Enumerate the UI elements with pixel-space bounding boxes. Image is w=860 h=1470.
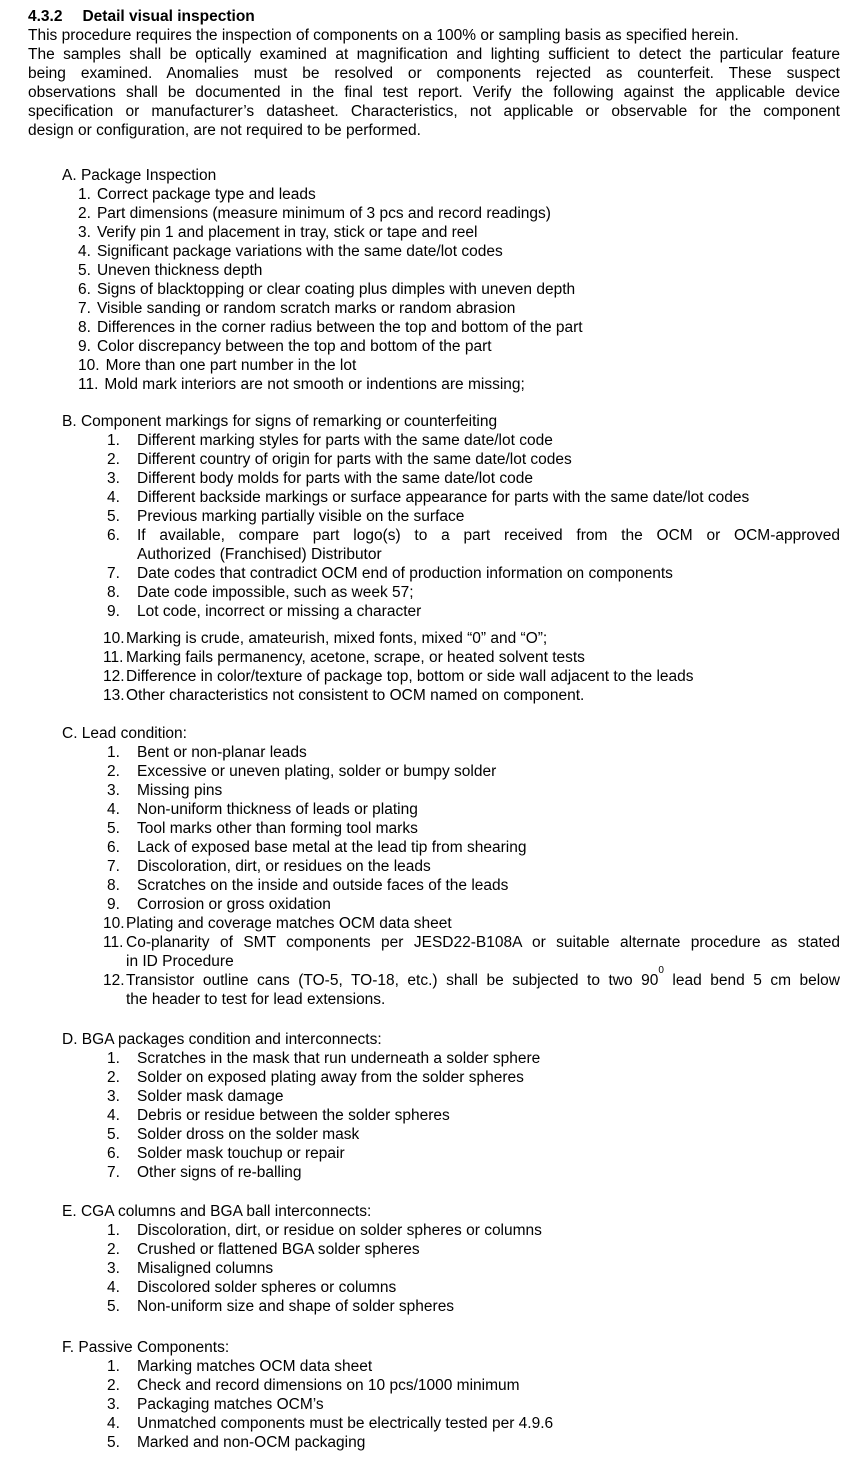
list-item	[28, 964, 840, 1009]
item-text: Previous marking partially visible on the surface	[137, 508, 465, 525]
list-item	[78, 280, 840, 299]
item-line: the header to test for lead extensions.	[126, 991, 386, 1008]
list-item	[78, 223, 840, 242]
item-text: Marked and non-OCM packaging	[137, 1434, 366, 1451]
item-text: Unmatched components must be electrically tested per 4.9.6	[137, 1415, 554, 1432]
list-item	[28, 667, 840, 686]
item-text: Solder dross on the solder mask	[137, 1126, 360, 1143]
item-number: 1.	[107, 432, 120, 449]
item-number: 5.	[107, 1126, 120, 1143]
item-number: 2.	[107, 1241, 120, 1258]
intro-line: This procedure requires the inspection of components on a 100% or sampling basis as specified herein.	[28, 27, 739, 44]
item-number: 6.	[107, 839, 120, 856]
list-item	[28, 1163, 840, 1182]
item-line: Co-planarity of SMT components per JESD22-B108A or suitable alternate procedure as stated	[126, 934, 840, 951]
item-text: Excessive or uneven plating, solder or bumpy solder	[137, 763, 497, 780]
item-number: 4.	[107, 489, 120, 506]
item-number: 2.	[78, 205, 91, 222]
item-number: 3.	[107, 1396, 120, 1413]
list-item	[28, 838, 840, 857]
item-number: 1.	[107, 1050, 120, 1067]
item-number: 4.	[107, 1279, 120, 1296]
item-number: 2.	[107, 1069, 120, 1086]
section-title	[28, 7, 840, 26]
list-item	[78, 337, 840, 356]
list-item	[28, 1106, 840, 1125]
item-text	[126, 964, 840, 1009]
item-number: 4.	[107, 801, 120, 818]
section-b	[28, 412, 840, 705]
item-number: 12.	[103, 668, 125, 685]
list-item	[28, 1433, 840, 1452]
list-item	[28, 488, 840, 507]
item-text: Bent or non-planar leads	[137, 744, 307, 761]
intro-line: observations shall be documented in the final test report. Verify the following against the applicable device	[28, 84, 840, 101]
item-text: Date codes that contradict OCM end of production information on components	[137, 565, 673, 582]
item-text: Signs of blacktopping or clear coating plus dimples with uneven depth	[96, 281, 576, 298]
item-number: 6.	[107, 527, 120, 544]
list-item	[78, 242, 840, 261]
list-item	[28, 1297, 840, 1316]
list-item	[28, 876, 840, 895]
item-number: 5.	[107, 1298, 120, 1315]
item-text: Check and record dimensions on 10 pcs/1000 minimum	[137, 1377, 520, 1394]
section-heading: D. BGA packages condition and interconnects:	[62, 1031, 382, 1048]
intro-line: The samples shall be optically examined at magnification and lighting sufficient to detect the particular feature	[28, 46, 840, 63]
list-item	[28, 1125, 840, 1144]
list-item	[28, 1357, 840, 1376]
section-heading: F. Passive Components:	[62, 1339, 230, 1356]
list-item	[28, 762, 840, 781]
item-text	[126, 933, 840, 971]
item-number: 3.	[107, 1088, 120, 1105]
item-text	[137, 526, 840, 564]
item-number: 13.	[103, 687, 125, 704]
list-item	[28, 819, 840, 838]
item-text: Different backside markings or surface appearance for parts with the same date/lot codes	[137, 489, 750, 506]
item-number: 9.	[107, 603, 120, 620]
list-item	[28, 469, 840, 488]
list-item	[28, 564, 840, 583]
item-number: 8.	[107, 584, 120, 601]
list-item	[28, 1049, 840, 1068]
inspection-sections	[28, 166, 840, 1452]
item-text: Mold mark interiors are not smooth or indentions are missing;	[104, 376, 525, 393]
list-item	[28, 1259, 840, 1278]
intro-paragraph	[28, 26, 840, 140]
item-text: Other characteristics not consistent to OCM named on component.	[126, 687, 585, 704]
item-number: 4.	[107, 1107, 120, 1124]
item-text: Marking is crude, amateurish, mixed fonts, mixed “0” and “O”;	[126, 630, 548, 647]
item-number: 8.	[78, 319, 91, 336]
item-text: Color discrepancy between the top and bottom of the part	[96, 338, 492, 355]
section-number: 4.3.2	[28, 8, 63, 25]
list-item	[28, 895, 840, 914]
item-number: 1.	[78, 186, 91, 203]
item-text: Tool marks other than forming tool marks	[137, 820, 418, 837]
intro-line: design or configuration, are not required to be performed.	[28, 122, 421, 139]
item-number: 5.	[78, 262, 91, 279]
list-item	[78, 375, 840, 394]
list-item	[78, 204, 840, 223]
list-item	[78, 261, 840, 280]
item-number: 3.	[107, 470, 120, 487]
list-item	[28, 686, 840, 705]
list-item	[28, 507, 840, 526]
item-number: 6.	[107, 1145, 120, 1162]
item-number: 12.	[103, 972, 125, 989]
item-number: 7.	[78, 300, 91, 317]
item-text: Discolored solder spheres or columns	[137, 1279, 397, 1296]
item-number: 3.	[107, 1260, 120, 1277]
item-text: Non-uniform size and shape of solder spheres	[137, 1298, 455, 1315]
item-text: Scratches in the mask that run underneath a solder sphere	[137, 1050, 541, 1067]
list-item	[28, 1376, 840, 1395]
item-text: Solder on exposed plating away from the solder spheres	[137, 1069, 524, 1086]
section-title-text: Detail visual inspection	[82, 8, 255, 25]
item-number: 11.	[103, 649, 124, 666]
list-item	[28, 1221, 840, 1240]
item-text: Lot code, incorrect or missing a character	[137, 603, 422, 620]
item-number: 3.	[107, 782, 120, 799]
list-item	[28, 743, 840, 762]
item-text: More than one part number in the lot	[105, 357, 357, 374]
item-text: Uneven thickness depth	[96, 262, 263, 279]
item-text: Marking matches OCM data sheet	[137, 1358, 373, 1375]
list-item	[28, 800, 840, 819]
section-a	[28, 166, 840, 394]
item-number: 5.	[107, 1434, 120, 1451]
item-number: 10.	[103, 915, 125, 932]
item-number: 4.	[107, 1415, 120, 1432]
item-number: 1.	[107, 744, 120, 761]
list-item	[28, 583, 840, 602]
item-text: Debris or residue between the solder spheres	[137, 1107, 450, 1124]
item-text: Solder mask damage	[137, 1088, 284, 1105]
item-number: 2.	[107, 763, 120, 780]
item-text: Lack of exposed base metal at the lead tip from shearing	[137, 839, 527, 856]
item-text: Discoloration, dirt, or residue on solder spheres or columns	[137, 1222, 542, 1239]
list-item	[78, 185, 840, 204]
item-text: Misaligned columns	[137, 1260, 274, 1277]
item-text: Discoloration, dirt, or residues on the leads	[137, 858, 431, 875]
list-item	[28, 933, 840, 971]
section-heading: E. CGA columns and BGA ball interconnects:	[62, 1203, 372, 1220]
item-text: Part dimensions (measure minimum of 3 pcs and record readings)	[96, 205, 551, 222]
item-number: 4.	[78, 243, 91, 260]
item-line: Transistor outline cans (TO-5, TO-18, etc.) shall be subjected to two $90^0$ lead bend 5 cm below	[126, 964, 840, 989]
section-heading: B. Component markings for signs of remarking or counterfeiting	[62, 413, 498, 430]
item-text: Different body molds for parts with the same date/lot code	[137, 470, 534, 487]
superscript: 0	[658, 964, 664, 976]
item-text: Significant package variations with the same date/lot codes	[96, 243, 503, 260]
item-number: 7.	[107, 1164, 120, 1181]
list-item	[28, 648, 840, 667]
list-item	[28, 1144, 840, 1163]
list-item	[28, 526, 840, 564]
item-text: Scratches on the inside and outside faces of the leads	[137, 877, 509, 894]
item-number: 6.	[78, 281, 91, 298]
item-number: 11.	[78, 376, 99, 393]
list-item	[78, 299, 840, 318]
item-number: 5.	[107, 820, 120, 837]
list-item	[28, 1395, 840, 1414]
item-text: Missing pins	[137, 782, 223, 799]
item-number: 10.	[78, 357, 100, 374]
item-text: Date code impossible, such as week 57;	[137, 584, 414, 601]
item-number: 8.	[107, 877, 120, 894]
item-text: Difference in color/texture of package top, bottom or side wall adjacent to the leads	[126, 668, 694, 685]
list-item	[28, 450, 840, 469]
section-f	[28, 1338, 840, 1452]
list-item	[28, 602, 840, 621]
list-item	[28, 1414, 840, 1433]
section-heading: A. Package Inspection	[62, 167, 217, 184]
item-number: 1.	[107, 1222, 120, 1239]
item-text: Different marking styles for parts with the same date/lot code	[137, 432, 553, 449]
item-text: Crushed or flattened BGA solder spheres	[137, 1241, 420, 1258]
list-item	[78, 356, 840, 375]
section-c	[28, 724, 840, 1009]
intro-justified-lines	[28, 45, 840, 121]
item-text: Correct package type and leads	[96, 186, 316, 203]
list-item	[28, 781, 840, 800]
item-line: Authorized (Franchised) Distributor	[137, 546, 382, 563]
item-number: 2.	[107, 1377, 120, 1394]
list-item	[28, 1068, 840, 1087]
list-item	[28, 914, 840, 933]
item-number: 3.	[78, 224, 91, 241]
item-number: 7.	[107, 858, 120, 875]
item-number: 10.	[103, 630, 125, 647]
item-number: 7.	[107, 565, 120, 582]
item-number: 9.	[78, 338, 91, 355]
item-number: 2.	[107, 451, 120, 468]
list-item	[28, 431, 840, 450]
item-text: Plating and coverage matches OCM data sheet	[126, 915, 452, 932]
list-item	[28, 857, 840, 876]
item-text: Corrosion or gross oxidation	[137, 896, 331, 913]
item-number: 9.	[107, 896, 120, 913]
section-heading: C. Lead condition:	[62, 725, 187, 742]
item-text: Solder mask touchup or repair	[137, 1145, 345, 1162]
section-e	[28, 1202, 840, 1316]
item-text: Verify pin 1 and placement in tray, stick or tape and reel	[96, 224, 478, 241]
intro-line: specification or manufacturer’s datasheet. Characteristics, not applicable or observable for the component	[28, 103, 840, 120]
section-d	[28, 1030, 840, 1182]
item-number: 11.	[103, 934, 124, 951]
item-number: 1.	[107, 1358, 120, 1375]
item-text: Differences in the corner radius between the top and bottom of the part	[96, 319, 583, 336]
item-text: Packaging matches OCM’s	[137, 1396, 324, 1413]
list-item	[28, 629, 840, 648]
item-line: If available, compare part logo(s) to a part received from the OCM or OCM-approved	[137, 527, 840, 544]
intro-line: being examined. Anomalies must be resolved or components rejected as counterfeit. These suspect	[28, 65, 840, 82]
item-text: Non-uniform thickness of leads or plating	[137, 801, 418, 818]
item-text: Visible sanding or random scratch marks or random abrasion	[96, 300, 516, 317]
list-item	[28, 1240, 840, 1259]
item-line: in ID Procedure	[126, 953, 234, 970]
item-text: Other signs of re-balling	[137, 1164, 302, 1181]
list-item	[28, 1087, 840, 1106]
list-item	[78, 318, 840, 337]
item-text: Marking fails permanency, acetone, scrape, or heated solvent tests	[126, 649, 585, 666]
item-number: 5.	[107, 508, 120, 525]
list-item	[28, 1278, 840, 1297]
item-text: Different country of origin for parts with the same date/lot codes	[137, 451, 572, 468]
